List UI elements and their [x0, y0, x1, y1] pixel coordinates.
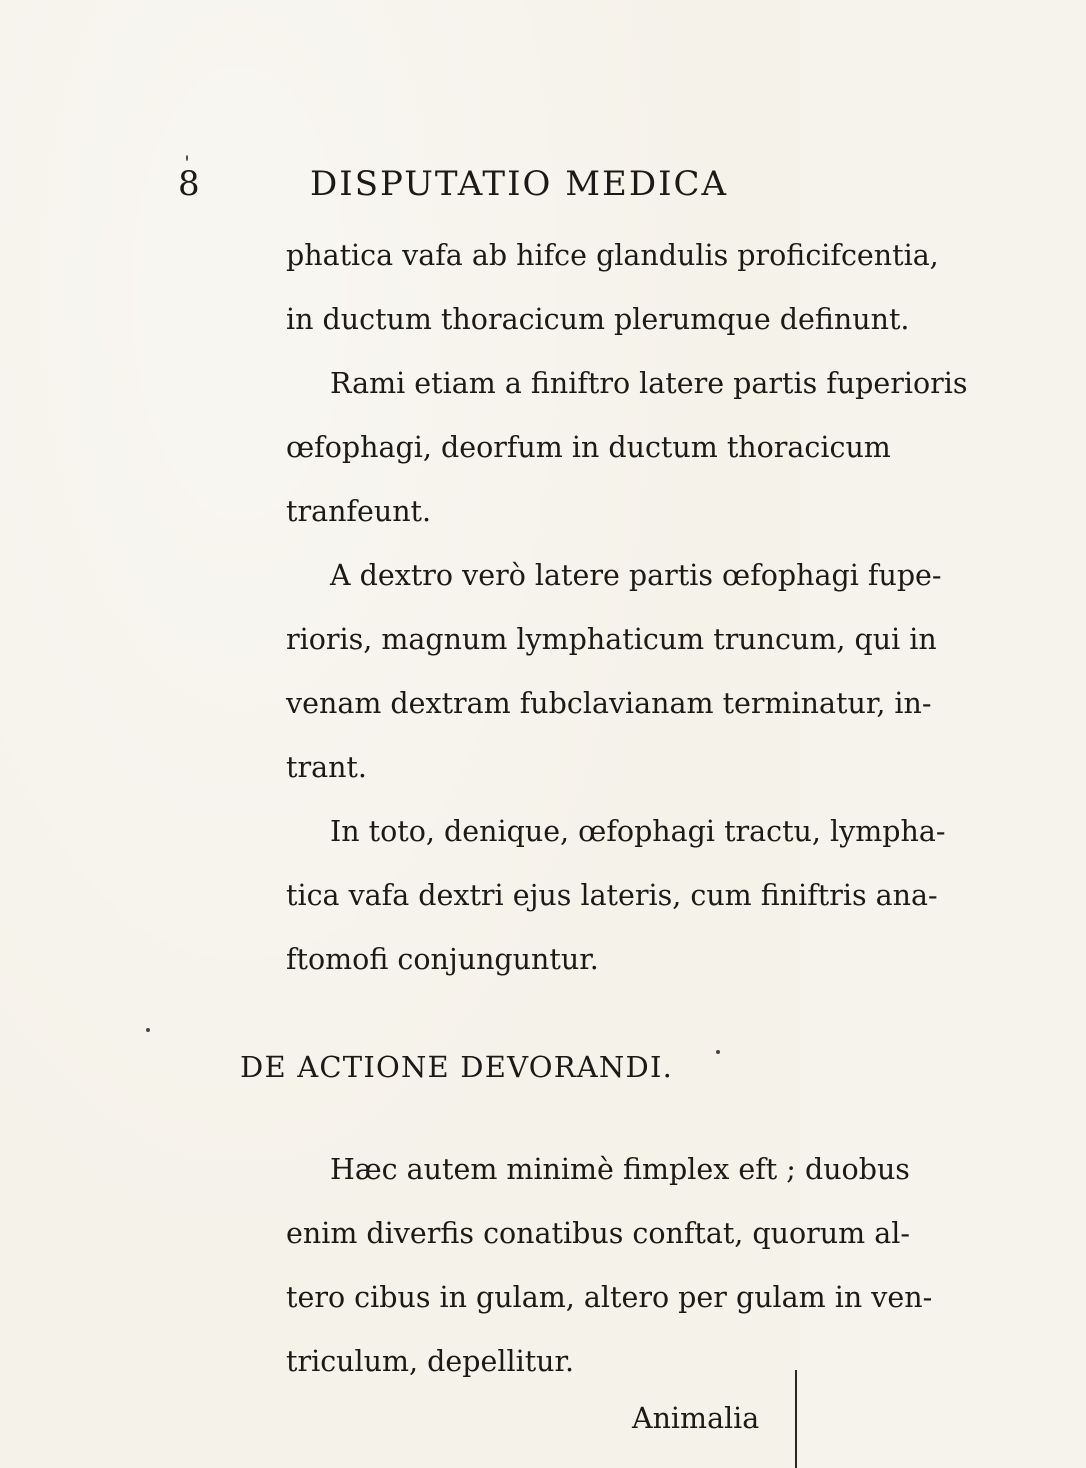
page-header: [0, 160, 800, 210]
text-line: triculum, depellitur.: [286, 1345, 575, 1378]
running-title: DISPUTATIO MEDICA: [310, 164, 729, 204]
scan-speck: [146, 1028, 150, 1032]
catchword: Animalia: [632, 1402, 760, 1435]
text-line: rioris, magnum lymphaticum truncum, qui in: [286, 623, 937, 656]
text-line: tranfeunt.: [286, 495, 432, 528]
page-edge-shadow: [795, 1370, 797, 1468]
text-line: phatica vafa ab hifce glandulis proficifcentia,: [286, 239, 939, 272]
text-line: In toto, denique, œfophagi tractu, lympha-: [330, 815, 946, 848]
text-line: venam dextram fubclavianam terminatur, in-: [286, 687, 932, 720]
scan-speck: [186, 155, 188, 161]
page-number: 8: [178, 164, 201, 204]
text-line: enim diverfis conatibus conftat, quorum al-: [286, 1217, 910, 1250]
text-line: trant.: [286, 751, 367, 784]
text-line: A dextro verò latere partis œfophagi fupe-: [330, 559, 942, 592]
text-line: Rami etiam a finiftro latere partis fuperioris: [330, 367, 968, 400]
text-line: tica vafa dextri ejus lateris, cum finiftris ana-: [286, 879, 938, 912]
text-line: tero cibus in gulam, altero per gulam in ven-: [286, 1281, 933, 1314]
text-line: Hæc autem minimè fimplex eft ; duobus: [330, 1153, 910, 1186]
text-line: in ductum thoracicum plerumque definunt.: [286, 303, 910, 336]
section-heading: DE ACTIONE DEVORANDI.: [240, 1050, 674, 1084]
text-line: ftomofi conjunguntur.: [286, 943, 599, 976]
text-line: œfophagi, deorfum in ductum thoracicum: [286, 431, 891, 464]
scan-speck: [716, 1050, 720, 1054]
